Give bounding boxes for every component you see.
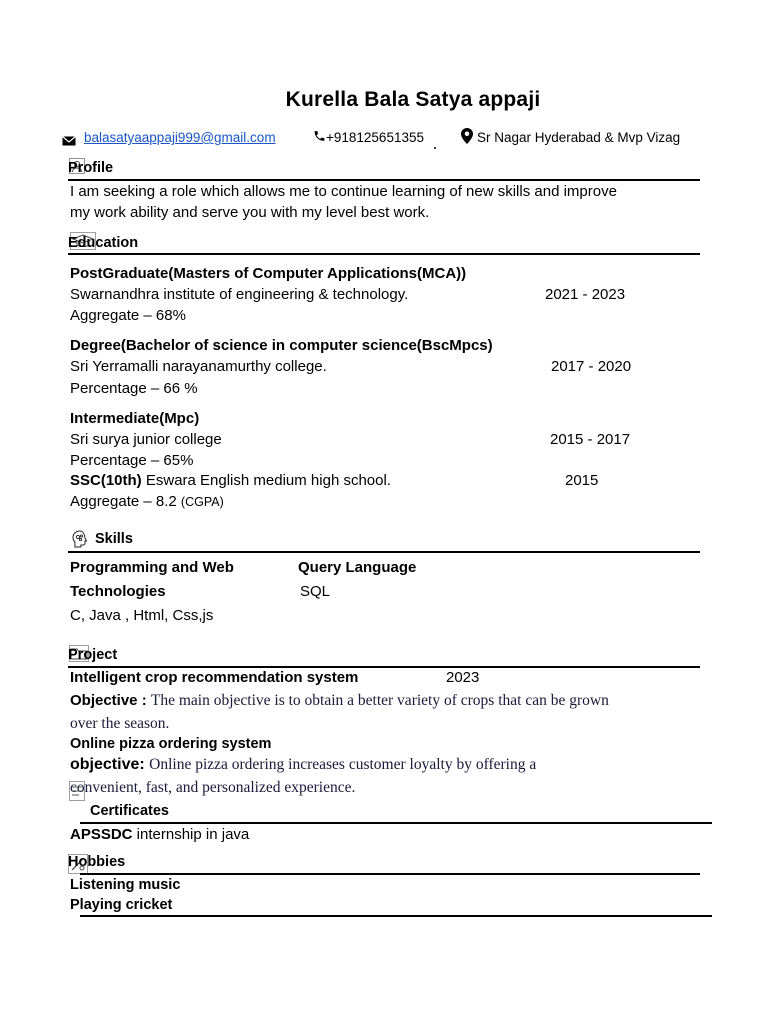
- edu-1-years: 2021 - 2023: [545, 286, 626, 303]
- hobbies-divider: [80, 873, 700, 875]
- skills-col2-value: SQL: [300, 583, 331, 600]
- skills-heading: Skills: [95, 531, 133, 547]
- edu-3-institution: Sri surya junior college: [70, 431, 222, 448]
- certificates-heading: Certificates: [90, 803, 169, 819]
- edu-1-institution: Swarnandhra institute of engineering & technology.: [70, 286, 409, 303]
- project-2-objective-text: Online pizza ordering increases customer loyalty by offering a: [149, 756, 537, 773]
- skills-col1-head-line2: Technologies: [70, 583, 166, 600]
- education-heading: Education: [68, 235, 139, 251]
- edu-ssc-score: Aggregate – 8.2: [70, 493, 181, 510]
- profile-line-1: I am seeking a role which allows me to continue learning of new skills and improve: [70, 183, 617, 200]
- edu-2-score: Percentage – 66 %: [70, 380, 198, 397]
- certificate-text: internship in java: [132, 826, 250, 843]
- hobbies-heading: Hobbies: [68, 854, 126, 870]
- edu-3-degree: Intermediate(Mpc): [70, 410, 200, 427]
- edu-2-degree: Degree(Bachelor of science in computer science(BscMpcs): [70, 337, 493, 354]
- email-link[interactable]: balasatyaappaji999@gmail.com: [84, 130, 276, 145]
- certificate-icon: [69, 781, 85, 806]
- edu-ssc-score-unit: (CGPA): [180, 495, 224, 509]
- location-text: Sr Nagar Hyderabad & Mvp Vizag: [477, 130, 681, 145]
- edu-ssc-line: [70, 472, 391, 489]
- edu-ssc-label: SSC(10th): [70, 472, 142, 489]
- edu-2-years: 2017 - 2020: [551, 358, 632, 375]
- bottom-divider: [80, 915, 712, 917]
- edu-1-score: Aggregate – 68%: [70, 307, 186, 324]
- project-1-name: Intelligent crop recommendation system: [70, 669, 359, 686]
- project-heading: Project: [68, 647, 118, 663]
- phone-icon: [313, 129, 326, 148]
- edu-3-years: 2015 - 2017: [550, 431, 631, 448]
- edu-3-score: Percentage – 65%: [70, 452, 194, 469]
- profile-line-2: my work ability and serve you with my level best work.: [70, 204, 430, 221]
- edu-ssc-score-line: [70, 493, 224, 510]
- project-divider: [68, 666, 700, 668]
- project-1-objective-text: The main objective is to obtain a better variety of crops that can be grown: [150, 692, 609, 709]
- project-1-year: 2023: [446, 669, 480, 686]
- hobby-item: Playing cricket: [70, 897, 173, 913]
- skills-divider: [68, 551, 700, 553]
- hobby-item: Listening music: [70, 877, 181, 893]
- edu-2-institution: Sri Yerramalli narayanamurthy college.: [70, 358, 327, 375]
- project-2-name: Online pizza ordering system: [70, 736, 272, 752]
- skills-col2-head: Query Language: [298, 559, 417, 576]
- project-2-objective-label: objective:: [70, 756, 150, 773]
- skills-col1-head-line1: Programming and Web: [70, 559, 234, 576]
- phone-number: +918125651355: [326, 130, 424, 145]
- certificates-divider: [80, 822, 712, 824]
- candidate-name: Kurella Bala Satya appaji: [285, 88, 541, 111]
- profile-heading: Profile: [68, 160, 114, 176]
- skills-col1-value: C, Java , Html, Css,js: [70, 607, 214, 624]
- profile-divider: [68, 179, 700, 181]
- certificate-issuer: APSSDC: [70, 826, 133, 843]
- edu-ssc-institution: Eswara English medium high school.: [141, 472, 391, 489]
- location-pin-icon: [461, 128, 473, 149]
- certificate-line: [70, 826, 249, 843]
- project-1-objective-line1: [70, 692, 609, 710]
- project-1-objective-line2: over the season.: [70, 715, 170, 732]
- edu-1-degree: PostGraduate(Masters of Computer Applications(MCA)): [70, 265, 467, 282]
- project-1-objective-label: Objective :: [70, 692, 151, 709]
- education-divider: [68, 253, 700, 255]
- edu-ssc-year: 2015: [565, 472, 599, 489]
- envelope-icon: [62, 133, 76, 151]
- separator-dot: [434, 147, 436, 149]
- project-2-objective-line2: convenient, fast, and personalized experience.: [70, 779, 356, 796]
- project-2-objective-line1: [70, 756, 536, 774]
